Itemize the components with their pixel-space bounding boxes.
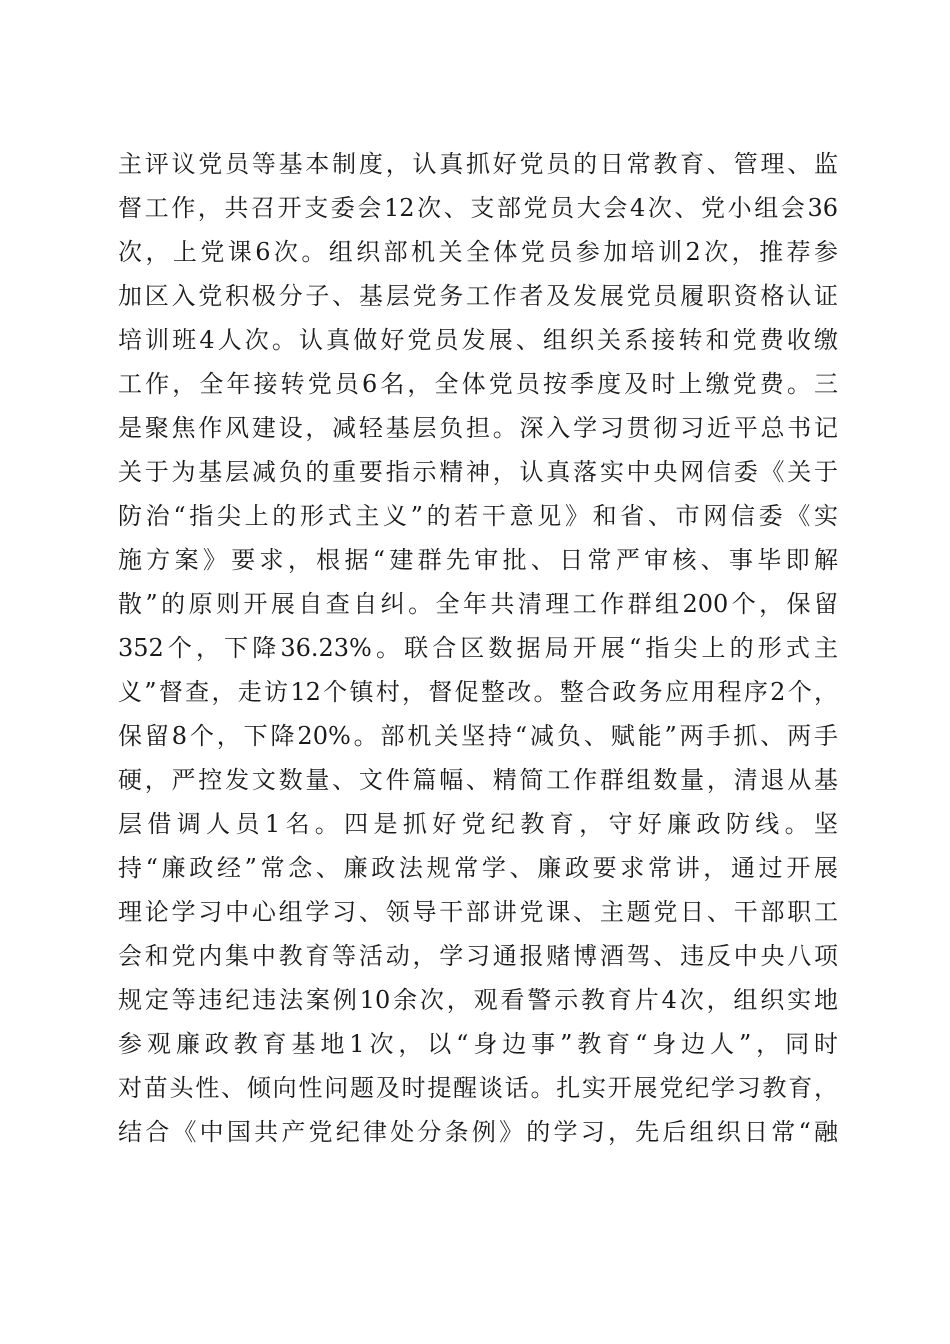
text-line: 保留8个，下降20%。部机关坚持“减负、赋能”两手抓、两手 bbox=[118, 722, 838, 750]
text-line: 持“廉政经”常念、廉政法规常学、廉政要求常讲，通过开展 bbox=[118, 854, 838, 882]
text-line: 培训班4人次。认真做好党员发展、组织关系接转和党费收缴 bbox=[118, 326, 838, 354]
text-line: 层借调人员1名。四是抓好党纪教育，守好廉政防线。坚 bbox=[118, 810, 838, 838]
text-line: 352个，下降36.23%。联合区数据局开展“指尖上的形式主 bbox=[118, 634, 838, 662]
text-line: 理论学习中心组学习、领导干部讲党课、主题党日、干部职工 bbox=[118, 898, 838, 926]
text-line: 工作，全年接转党员6名，全体党员按季度及时上缴党费。三 bbox=[118, 370, 838, 398]
text-line: 关于为基层减负的重要指示精神，认真落实中央网信委《关于 bbox=[118, 458, 838, 486]
text-line: 对苗头性、倾向性问题及时提醒谈话。扎实开展党纪学习教育， bbox=[118, 1074, 838, 1102]
text-line: 义”督查，走访12个镇村，督促整改。整合政务应用程序2个， bbox=[118, 678, 838, 706]
text-line: 加区入党积极分子、基层党务工作者及发展党员履职资格认证 bbox=[118, 282, 838, 310]
text-line: 主评议党员等基本制度，认真抓好党员的日常教育、管理、监 bbox=[118, 150, 838, 178]
body-paragraph bbox=[118, 142, 838, 1154]
text-line: 是聚焦作风建设，减轻基层负担。深入学习贯彻习近平总书记 bbox=[118, 414, 838, 442]
text-line: 硬，严控发文数量、文件篇幅、精简工作群组数量，清退从基 bbox=[118, 766, 838, 794]
text-line: 防治“指尖上的形式主义”的若干意见》和省、市网信委《实 bbox=[118, 502, 838, 530]
text-line: 次，上党课6次。组织部机关全体党员参加培训2次，推荐参 bbox=[118, 238, 838, 266]
text-line: 散”的原则开展自查自纠。全年共清理工作群组200个，保留 bbox=[118, 590, 838, 618]
text-line: 督工作，共召开支委会12次、支部党员大会4次、党小组会36 bbox=[118, 194, 838, 222]
text-line: 参观廉政教育基地1次，以“身边事”教育“身边人”，同时 bbox=[118, 1030, 838, 1058]
text-line: 结合《中国共产党纪律处分条例》的学习，先后组织日常“融 bbox=[118, 1118, 838, 1146]
text-line: 会和党内集中教育等活动，学习通报赌博酒驾、违反中央八项 bbox=[118, 942, 838, 970]
text-line: 施方案》要求，根据“建群先审批、日常严审核、事毕即解 bbox=[118, 546, 838, 574]
text-line: 规定等违纪违法案例10余次，观看警示教育片4次，组织实地 bbox=[118, 986, 838, 1014]
